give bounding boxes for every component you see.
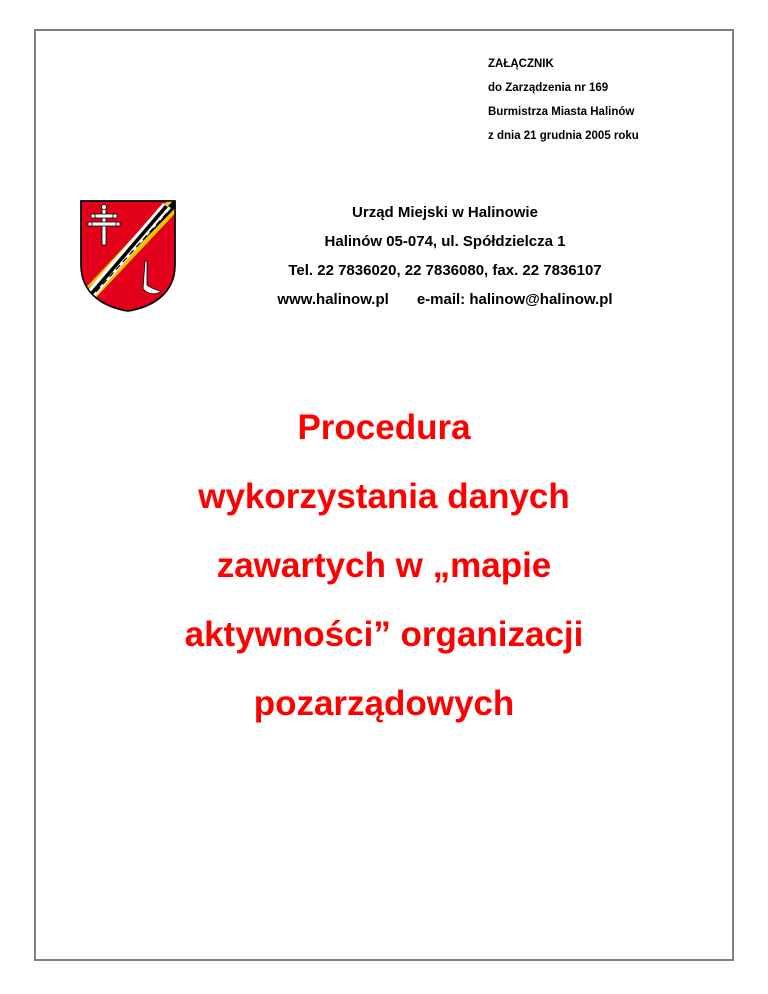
- document-title: [100, 393, 668, 738]
- office-name: Urząd Miejski w Halinowie: [352, 204, 538, 221]
- office-contact-line: [230, 285, 660, 314]
- annex-issuer: Burmistrza Miasta Halinów: [488, 106, 635, 118]
- title-line-2: wykorzystania danych: [198, 477, 570, 516]
- office-address: Halinów 05-074, ul. Spółdzielcza 1: [324, 233, 566, 250]
- office-phones: Tel. 22 7836020, 22 7836080, fax. 22 7836107: [288, 262, 602, 279]
- title-line-4: aktywności” organizacji: [184, 615, 584, 654]
- title-line-5: pozarządowych: [253, 684, 515, 723]
- annex-ordinance: do Zarządzenia nr 169: [488, 82, 609, 94]
- coat-of-arms-icon: [79, 199, 177, 313]
- office-header: [230, 198, 660, 314]
- office-email-link[interactable]: e-mail: halinow@halinow.pl: [416, 291, 613, 308]
- title-line-3: zawartych w „mapie: [216, 546, 552, 585]
- annex-heading: [488, 52, 639, 148]
- office-website-link[interactable]: www.halinow.pl: [277, 291, 389, 308]
- title-line-1: Procedura: [297, 408, 471, 447]
- annex-label: ZAŁĄCZNIK: [488, 58, 554, 70]
- annex-date: z dnia 21 grudnia 2005 roku: [488, 130, 639, 142]
